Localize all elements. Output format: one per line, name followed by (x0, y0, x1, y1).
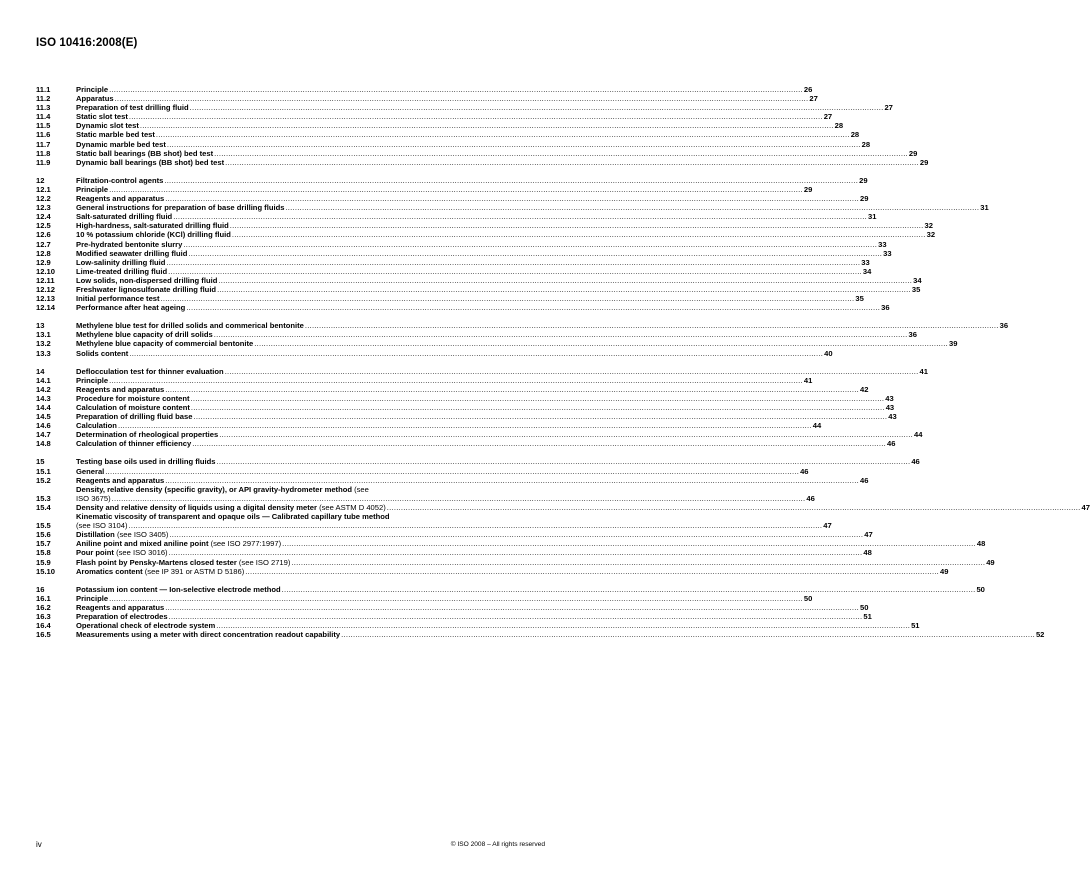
toc-entry[interactable] (36, 484, 815, 503)
toc-entry[interactable] (36, 230, 936, 240)
dot-leader (140, 121, 834, 130)
toc-entry-page: 29 (859, 175, 868, 185)
toc-entry-page: 46 (806, 493, 815, 503)
toc-entry-number: 13.1 (36, 330, 51, 340)
toc-entry[interactable] (36, 321, 1009, 331)
toc-entry[interactable] (36, 330, 917, 340)
dot-leader (164, 176, 858, 185)
toc-entry-page: 33 (861, 257, 870, 267)
toc-entry-page: 42 (859, 384, 869, 394)
toc-entry-title: Flash point by Pensky-Martens closed tester (76, 557, 237, 567)
toc-entry-title: Principle (76, 375, 109, 385)
toc-entry[interactable] (36, 248, 892, 258)
toc-entry-title: Static slot test (76, 112, 128, 122)
toc-entry[interactable] (36, 466, 809, 476)
toc-entry-number: 11.3 (36, 103, 51, 113)
toc-entry-number: 12.1 (36, 184, 51, 194)
toc-section (36, 584, 1045, 640)
toc-entry-page: 46 (911, 457, 920, 467)
toc-entry-number: 11.9 (36, 157, 51, 167)
toc-entry-continuation: ISO 3675) (76, 493, 111, 503)
toc-entry-number: 15.5 (36, 521, 51, 531)
toc-entry-number: 14.8 (36, 439, 51, 449)
toc-entry-page: 43 (885, 393, 894, 403)
toc-entry[interactable] (36, 103, 893, 113)
toc-entry-number: 14.2 (36, 384, 51, 394)
toc-entry[interactable] (36, 212, 877, 222)
toc-entry-note: (see ISO 3016) (113, 548, 168, 558)
toc-entry-number: 11.6 (36, 130, 51, 140)
toc-entry[interactable] (36, 611, 872, 621)
dot-leader (165, 476, 859, 485)
toc-entry-page: 28 (834, 121, 844, 131)
toc-entry-title: Methylene blue capacity of commercial bentonite (76, 339, 254, 349)
toc-entry-note: (see ISO 3405) (114, 530, 169, 540)
toc-entry-title: Preparation of test drilling fluid (76, 103, 189, 113)
toc-entry-page: 48 (863, 548, 872, 558)
toc-entry-page: 27 (884, 103, 893, 113)
toc-entry-page: 35 (911, 284, 921, 294)
toc-entry[interactable] (36, 548, 872, 558)
toc-entry[interactable] (36, 94, 818, 104)
dot-leader (109, 85, 803, 94)
toc-entry-page: 41 (803, 375, 813, 385)
toc-entry-note: (see IP 391 or ASTM D 5186) (142, 566, 245, 576)
toc-entry-title: Calculation (76, 421, 117, 431)
toc-entry-number: 15 (36, 457, 45, 467)
toc-entry-title: Salt-saturated drilling fluid (76, 212, 173, 222)
toc-entry-page: 36 (881, 303, 890, 313)
toc-entry-number: 14.3 (36, 393, 51, 403)
dot-leader (232, 230, 926, 239)
toc-entry[interactable] (36, 602, 869, 612)
toc-entry-number: 12.10 (36, 266, 56, 276)
toc-entry-title: Operational check of electrode system (76, 621, 216, 631)
dot-leader (183, 240, 877, 249)
page-number: iv (36, 840, 42, 849)
toc-entry[interactable] (36, 184, 813, 194)
toc-entry-number: 14 (36, 366, 45, 376)
toc-entry[interactable] (36, 85, 813, 94)
toc-entry-page: 36 (999, 321, 1009, 331)
toc-entry-number: 15.10 (36, 566, 56, 576)
toc-entry-title: General (76, 466, 105, 476)
toc-entry-number: 15.2 (36, 475, 51, 485)
toc-entry-page: 29 (803, 184, 813, 194)
toc-entry[interactable] (36, 294, 864, 304)
toc-entry-page: 47 (864, 530, 873, 540)
toc-entry-title: Reagents and apparatus (76, 194, 165, 204)
dot-leader (161, 294, 855, 303)
toc-entry-page: 43 (885, 403, 895, 412)
dot-leader (169, 548, 863, 557)
dot-leader (225, 367, 919, 376)
dot-leader (165, 194, 859, 203)
dot-leader (193, 412, 887, 421)
toc-entry-number: 12.3 (36, 203, 51, 213)
toc-entry[interactable] (36, 157, 929, 167)
dot-leader (230, 221, 924, 230)
dot-leader (105, 467, 799, 476)
toc-entry-number: 12.11 (36, 275, 55, 285)
toc-entry[interactable] (36, 284, 921, 294)
toc-entry[interactable] (36, 375, 813, 385)
toc-entry-title: Methylene blue test for drilled solids and commerical bentonite (76, 321, 304, 331)
toc-entry-title: Procedure for moisture content (76, 393, 190, 403)
toc-entry[interactable] (36, 393, 894, 403)
toc-entry-number: 15.1 (36, 466, 51, 476)
table-of-contents (36, 85, 1090, 648)
toc-entry-title: Aromatics content (76, 566, 143, 576)
toc-entry-number: 15.8 (36, 548, 51, 558)
dot-leader (156, 130, 850, 139)
toc-entry-page: 32 (926, 230, 936, 240)
toc-entry[interactable] (36, 593, 813, 603)
toc-entry[interactable] (36, 121, 844, 131)
toc-entry-title: Reagents and apparatus (76, 602, 165, 612)
toc-entry-page: 39 (949, 339, 958, 349)
dot-leader (169, 530, 863, 539)
toc-entry[interactable] (36, 403, 895, 412)
toc-entry-title: Calculation of moisture content (76, 403, 190, 412)
toc-entry[interactable] (36, 621, 920, 631)
toc-entry[interactable] (36, 348, 833, 358)
dot-leader (225, 158, 919, 167)
toc-entry-number: 16.1 (36, 593, 51, 603)
toc-entry-title: Pour point (76, 548, 114, 558)
toc-entry-number: 15.3 (36, 493, 51, 503)
toc-entry-number: 14.1 (36, 375, 51, 385)
dot-leader (387, 503, 1081, 512)
toc-entry[interactable] (36, 339, 958, 349)
toc-entry[interactable] (36, 539, 986, 549)
toc-entry-page: 36 (908, 330, 917, 340)
toc-entry-number: 12.8 (36, 248, 51, 258)
dot-leader (129, 521, 823, 530)
toc-entry-title: Static marble bed test (76, 130, 155, 140)
toc-entry-number: 11.7 (36, 139, 51, 149)
toc-entry-title: Determination of rheological properties (76, 430, 219, 440)
toc-entry-number: 12.4 (36, 212, 51, 222)
toc-entry-page: 33 (883, 248, 892, 258)
toc-entry-page: 47 (823, 521, 832, 531)
toc-entry-page: 34 (913, 275, 922, 285)
toc-entry-number: 15.7 (36, 539, 51, 549)
toc-entry-title: Static ball bearings (BB shot) bed test (76, 148, 214, 158)
toc-entry-number: 13.2 (36, 339, 51, 349)
toc-entry[interactable] (36, 439, 896, 449)
dot-leader (285, 203, 979, 212)
toc-entry[interactable] (36, 194, 869, 204)
dot-leader (109, 594, 803, 603)
dot-leader (245, 567, 939, 576)
toc-entry[interactable] (36, 148, 918, 158)
toc-entry[interactable] (36, 266, 872, 276)
toc-entry[interactable] (36, 630, 1045, 640)
toc-entry-page: 46 (886, 439, 896, 449)
toc-entry-note: (see ASTM D 4052) (316, 502, 386, 512)
toc-entry-page: 26 (803, 85, 813, 94)
toc-entry[interactable] (36, 530, 873, 540)
toc-entry[interactable] (36, 221, 933, 231)
toc-entry-title: Testing base oils used in drilling fluids (76, 457, 216, 467)
toc-entry-number: 15.4 (36, 502, 51, 512)
toc-entry-page: 49 (986, 557, 995, 567)
toc-entry-title: Deflocculation test for thinner evaluation (76, 366, 224, 376)
toc-entry-number: 16 (36, 584, 45, 594)
toc-entry-number: 16.4 (36, 621, 51, 631)
toc-entry-title: Dynamic slot test (76, 121, 139, 131)
dot-leader (129, 349, 823, 358)
toc-entry-title: Pre-hydrated bentonite slurry (76, 239, 183, 249)
toc-entry-number: 16.2 (36, 602, 51, 612)
toc-entry-page: 27 (809, 94, 818, 104)
toc-entry-title: High-hardness, salt-saturated drilling fluid (76, 221, 229, 231)
toc-entry-title: Filtration-control agents (76, 175, 164, 185)
toc-section (36, 457, 1090, 576)
dot-leader (216, 621, 910, 630)
toc-entry-page: 33 (878, 239, 887, 249)
dot-leader (118, 421, 812, 430)
toc-entry-number: 14.5 (36, 412, 51, 422)
toc-entry-title: Low solids, non-dispersed drilling fluid (76, 275, 218, 285)
toc-entry-title: Aniline point and mixed aniline point (76, 539, 209, 549)
toc-entry[interactable] (36, 239, 887, 249)
toc-entry-title: Preparation of drilling fluid base (76, 412, 193, 422)
toc-entry-note: (see ISO 2977:1997) (208, 539, 282, 549)
dot-leader (173, 212, 867, 221)
toc-entry-title: Methylene blue capacity of drill solids (76, 330, 213, 340)
toc-entry[interactable] (36, 502, 1090, 512)
toc-entry-page: 43 (888, 412, 897, 422)
toc-entry[interactable] (36, 566, 949, 576)
toc-section (36, 85, 929, 167)
toc-entry[interactable] (36, 257, 870, 267)
toc-entry-title: Density and relative density of liquids using a digital density meter (76, 502, 317, 512)
toc-entry-number: 15.6 (36, 530, 51, 540)
dot-leader (191, 403, 885, 412)
toc-entry[interactable] (36, 430, 923, 440)
toc-entry-number: 11.4 (36, 112, 51, 122)
toc-entry-number: 11.5 (36, 121, 51, 131)
toc-entry-page: 31 (980, 203, 989, 213)
toc-entry-page: 50 (803, 593, 813, 603)
toc-entry-continuation: (see ISO 3104) (76, 521, 128, 531)
toc-entry-title: Density, relative density (specific gravity), or API gravity-hydrometer method (76, 484, 352, 494)
toc-entry-number: 11.8 (36, 148, 51, 158)
toc-entry-number: 12.9 (36, 257, 51, 267)
toc-entry[interactable] (36, 275, 922, 285)
toc-entry[interactable] (36, 175, 868, 185)
toc-entry-page: 52 (1035, 630, 1045, 640)
toc-entry-title: Dynamic ball bearings (BB shot) bed test (76, 157, 225, 167)
toc-entry[interactable] (36, 130, 860, 140)
toc-entry-page: 28 (861, 139, 871, 149)
toc-entry-number: 15.9 (36, 557, 51, 567)
document-header: ISO 10416:2008(E) (36, 37, 138, 49)
toc-entry-number: 12.2 (36, 194, 51, 204)
toc-entry-title: Initial performance test (76, 294, 160, 304)
toc-entry[interactable] (36, 557, 995, 567)
toc-entry-page: 29 (908, 148, 918, 158)
dot-leader (109, 185, 803, 194)
toc-entry-title: Calculation of thinner efficiency (76, 439, 192, 449)
toc-entry[interactable] (36, 203, 989, 213)
toc-section (36, 175, 989, 313)
toc-entry-title: General instructions for preparation of base drilling fluids (76, 203, 285, 213)
toc-entry-number: 13.3 (36, 348, 51, 358)
toc-entry-page: 29 (919, 157, 929, 167)
toc-entry-number: 12.13 (36, 294, 56, 304)
toc-entry-page: 35 (855, 294, 864, 304)
dot-leader (291, 558, 985, 567)
toc-entry-page: 41 (919, 366, 928, 376)
toc-entry-page: 32 (924, 221, 933, 231)
dot-leader (115, 94, 809, 103)
toc-entry-number: 14.4 (36, 403, 51, 412)
toc-entry-number: 12.12 (36, 284, 56, 294)
toc-entry-number: 11.1 (36, 85, 51, 94)
toc-entry-page: 51 (911, 621, 920, 631)
dot-leader (217, 285, 911, 294)
dot-leader (165, 603, 859, 612)
toc-entry-title: Kinematic viscosity of transparent and opaque oils — Calibrated capillary tube method (76, 512, 390, 522)
dot-leader (219, 430, 913, 439)
toc-entry-number: 13 (36, 321, 45, 331)
toc-entry-page: 51 (863, 611, 872, 621)
dot-leader (214, 330, 908, 339)
toc-entry[interactable] (36, 139, 871, 149)
toc-entry-title: Reagents and apparatus (76, 475, 165, 485)
toc-entry-number: 14.7 (36, 430, 51, 440)
toc-entry-number: 16.5 (36, 630, 51, 640)
toc-entry-page: 50 (976, 584, 985, 594)
toc-entry[interactable] (36, 512, 832, 531)
dot-leader (109, 376, 803, 385)
toc-entry-title: Principle (76, 593, 109, 603)
toc-entry[interactable] (36, 584, 985, 594)
toc-entry-page: 50 (859, 602, 869, 612)
toc-entry-page: 29 (859, 194, 869, 204)
dot-leader (169, 612, 863, 621)
dot-leader (282, 539, 976, 548)
toc-entry-title: Distillation (76, 530, 115, 540)
toc-entry-title: Principle (76, 85, 109, 94)
toc-entry-page: 46 (800, 466, 809, 476)
toc-entry-number: 14.6 (36, 421, 51, 431)
toc-entry-page: 46 (859, 475, 869, 485)
toc-entry-number: 12 (36, 175, 45, 185)
dot-leader (166, 258, 860, 267)
toc-entry-page: 44 (913, 430, 923, 440)
toc-entry[interactable] (36, 475, 869, 485)
toc-entry[interactable] (36, 112, 833, 122)
toc-entry-number: 16.3 (36, 611, 51, 621)
toc-entry-page: 48 (976, 539, 986, 549)
dot-leader (191, 394, 885, 403)
toc-entry-title: Reagents and apparatus (76, 384, 165, 394)
toc-section (36, 321, 1009, 358)
dot-leader (282, 585, 976, 594)
toc-entry-note: (see ISO 2719) (236, 557, 291, 567)
toc-entry-number: 12.6 (36, 230, 51, 240)
dot-leader (214, 149, 908, 158)
dot-leader (168, 267, 862, 276)
toc-entry-page: 34 (862, 266, 872, 276)
toc-entry-page: 31 (867, 212, 877, 222)
toc-entry-title: Freshwater lignosulfonate drilling fluid (76, 284, 217, 294)
toc-entry-page: 44 (812, 421, 822, 431)
toc-entry-title: Performance after heat ageing (76, 303, 186, 313)
copyright-notice: © ISO 2008 – All rights reserved (450, 841, 545, 848)
toc-entry-title: Lime-treated drilling fluid (76, 266, 168, 276)
toc-entry-number: 12.14 (36, 303, 56, 313)
toc-entry-page: 47 (1081, 502, 1090, 512)
toc-entry-title: Modified seawater drilling fluid (76, 248, 188, 258)
toc-entry-page: 28 (850, 130, 860, 140)
toc-entry-page: 49 (940, 566, 949, 576)
toc-entry-page: 40 (824, 348, 833, 358)
toc-entry[interactable] (36, 421, 822, 431)
toc-entry-title: Measurements using a meter with direct concentration readout capability (76, 630, 341, 640)
dot-leader (129, 112, 823, 121)
toc-entry[interactable] (36, 384, 869, 394)
toc-entry-title: Potassium ion content — Ion-selective electrode method (76, 584, 281, 594)
toc-entry-number: 12.5 (36, 221, 51, 231)
dot-leader (341, 630, 1035, 639)
dot-leader (218, 276, 912, 285)
dot-leader (254, 339, 948, 348)
toc-entry-note: (see (352, 484, 369, 494)
toc-entry-title: Apparatus (76, 94, 114, 104)
toc-entry-title: Dynamic marble bed test (76, 139, 166, 149)
dot-leader (112, 494, 806, 503)
dot-leader (165, 385, 859, 394)
toc-entry-number: 11.2 (36, 94, 51, 104)
toc-entry-page: 27 (823, 112, 833, 122)
toc-entry[interactable] (36, 412, 897, 422)
toc-entry-title: Preparation of electrodes (76, 611, 168, 621)
dot-leader (192, 439, 886, 448)
toc-section (36, 366, 928, 449)
dot-leader (186, 303, 880, 312)
toc-entry[interactable] (36, 303, 890, 313)
dot-leader (305, 321, 999, 330)
dot-leader (167, 140, 861, 149)
toc-entry-title: 10 % potassium chloride (KCl) drilling fluid (76, 230, 231, 240)
toc-entry-title: Solids content (76, 348, 129, 358)
toc-entry-title: Low-salinity drilling fluid (76, 257, 166, 267)
toc-entry-number: 12.7 (36, 239, 51, 249)
toc-entry[interactable] (36, 457, 920, 467)
dot-leader (190, 103, 884, 112)
toc-entry-title: Principle (76, 184, 109, 194)
toc-entry[interactable] (36, 366, 928, 376)
dot-leader (217, 457, 911, 466)
dot-leader (188, 249, 882, 258)
